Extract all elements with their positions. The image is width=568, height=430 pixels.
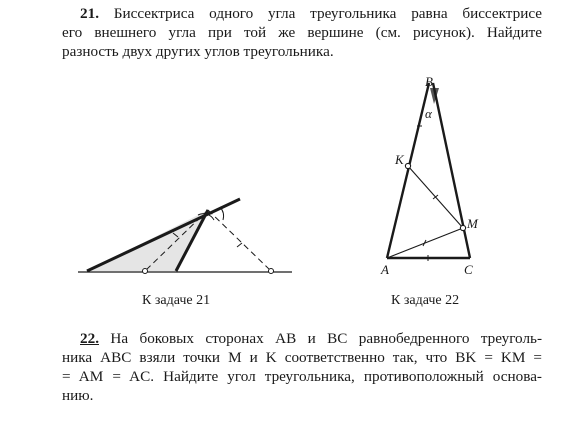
fig22-label-alpha: α [425, 106, 432, 121]
fig22-side-BA [387, 83, 429, 258]
fig22-label-B: B [425, 74, 433, 89]
problem-21-number: 21. [80, 5, 99, 22]
problem-21-line-2: его внешнего угла при той же вершине (см. рисунок). Найдите [62, 24, 542, 41]
fig22-label-C: C [464, 262, 473, 277]
problem-22-line-2: ника ABC взяли точки M и K соответственно так, что BK = KM = [62, 349, 542, 366]
problem-22-text [62, 329, 542, 405]
fig22-label-K: K [395, 152, 404, 167]
problem-22-line-1: 22. На боковых сторонах AB и BC равнобедренного треуголь- [80, 330, 543, 347]
fig22-point-M [460, 225, 465, 230]
fig22-label-A: A [381, 262, 389, 277]
fig21-bisector-external [208, 210, 271, 271]
problem-21-line-3: разность двух других углов треугольника. [62, 43, 334, 60]
problem-22-line-3: = AM = AC. Найдите угол треугольника, противоположный основа- [62, 368, 542, 385]
fig21-point-internal [143, 269, 148, 274]
problem-21-line-1: 21. Биссектриса одного угла треугольника равна биссектрисе [80, 5, 542, 22]
problem-22-line-4: нию. [62, 387, 94, 404]
problem-22-number: 22. [80, 330, 99, 347]
figure-21 [78, 199, 292, 274]
fig22-side-BC [433, 83, 470, 258]
figure-22-caption: К задаче 22 [391, 293, 460, 308]
figure-21-caption: К задаче 21 [142, 293, 211, 308]
fig21-tick-2 [237, 243, 242, 247]
fig21-point-external [269, 269, 274, 274]
fig22-label-M: M [467, 216, 478, 231]
figure-22 [380, 74, 479, 277]
fig22-point-K [405, 163, 410, 168]
